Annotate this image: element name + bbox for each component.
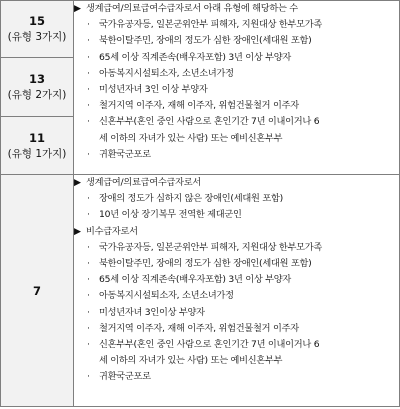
- score-type-count: (유형 2가지): [7, 89, 67, 101]
- criteria-text: 미성년자녀 3인 이상 부양자: [99, 84, 208, 96]
- criteria-item: [74, 240, 399, 256]
- criteria-text: 북한이탈주민, 장애의 정도가 심한 장애인(세대원 포함): [99, 35, 312, 47]
- score-cell-15: [1, 1, 74, 58]
- score-value: 11: [28, 130, 45, 145]
- table-row: [1, 1, 400, 58]
- criteria-list: [74, 175, 399, 386]
- criteria-heading: [74, 1, 399, 17]
- criteria-text: 미성년자녀 3인이상 부양자: [99, 306, 205, 318]
- criteria-item: [74, 66, 399, 82]
- criteria-text: 귀환국군포로: [99, 371, 151, 383]
- dot-bullet-icon: ·: [87, 19, 90, 31]
- criteria-item: [74, 305, 399, 321]
- criteria-text: 북한이탈주민, 장애의 정도가 심한 장애인(세대원 포함): [99, 258, 312, 270]
- criteria-item: [74, 321, 399, 337]
- criteria-text: 비수급자로서: [86, 225, 138, 237]
- criteria-text: 65세 이상 직계존속(배우자포함) 3년 이상 부양자: [99, 51, 292, 63]
- criteria-item: [74, 337, 399, 353]
- criteria-text: 65세 이상 직계존속(배우자포함) 3년 이상 부양자: [99, 274, 292, 286]
- criteria-item: [74, 369, 399, 385]
- criteria-item: [74, 82, 399, 98]
- score-cell-7: [1, 175, 74, 407]
- dot-bullet-icon: ·: [87, 290, 90, 302]
- criteria-text: 신혼부부(혼인 중인 사람으로 혼인기간 7년 이내이거나 6: [99, 116, 320, 128]
- score-value: 15: [28, 14, 45, 28]
- criteria-item: [74, 98, 399, 114]
- dot-bullet-icon: ·: [87, 306, 90, 318]
- criteria-item: [74, 17, 399, 33]
- criteria-item: [74, 33, 399, 49]
- dot-bullet-icon: ·: [87, 148, 90, 160]
- criteria-text: 세 이하의 자녀가 있는 사람) 또는 예비신혼부부: [99, 132, 283, 144]
- arrow-bullet-icon: ▶: [74, 225, 81, 237]
- criteria-item: [74, 272, 399, 288]
- criteria-heading: [74, 224, 399, 240]
- arrow-bullet-icon: ▶: [74, 177, 81, 188]
- dot-bullet-icon: ·: [87, 241, 90, 253]
- criteria-text: 아동복지시설퇴소자, 소년소녀가정: [99, 290, 234, 302]
- dot-bullet-icon: ·: [87, 371, 90, 383]
- score-cell-13: [1, 58, 74, 117]
- score-type-count: (유형 1가지): [7, 147, 67, 160]
- score-type-count: (유형 3가지): [7, 31, 67, 43]
- criteria-item-continuation: [74, 131, 399, 147]
- criteria-text: 철거지역 이주자, 재해 이주자, 위험건물철거 이주자: [99, 322, 299, 334]
- criteria-heading: [74, 175, 399, 191]
- dot-bullet-icon: ·: [87, 339, 90, 351]
- dot-bullet-icon: ·: [87, 209, 90, 221]
- criteria-cell-low: [74, 175, 400, 407]
- criteria-text: 세 이하의 자녀가 있는 사람) 또는 예비신혼부부: [99, 355, 283, 367]
- criteria-item: [74, 50, 399, 66]
- criteria-text: 10년 이상 장기복무 전역한 제대군인: [99, 209, 242, 221]
- dot-bullet-icon: ·: [87, 193, 90, 205]
- score-cell-11: [1, 117, 74, 175]
- criteria-item: [74, 288, 399, 304]
- criteria-text: 국가유공자등, 일본군위안부 피해자, 지원대상 한부모가족: [99, 19, 323, 31]
- criteria-text: 철거지역 이주자, 재해 이주자, 위험건물철거 이주자: [99, 100, 299, 112]
- dot-bullet-icon: ·: [87, 322, 90, 334]
- dot-bullet-icon: ·: [87, 274, 90, 286]
- dot-bullet-icon: ·: [87, 116, 90, 128]
- dot-bullet-icon: ·: [87, 258, 90, 270]
- criteria-text: 장애의 정도가 심하지 않은 장애인(세대원 포함): [99, 193, 283, 205]
- criteria-text: 귀환국군포로: [99, 148, 151, 160]
- score-value: 7: [32, 283, 41, 298]
- table-row: [1, 175, 400, 407]
- criteria-text: 신혼부부(혼인 중인 사람으로 혼인기간 7년 이내이거나 6: [99, 339, 320, 351]
- criteria-item: [74, 191, 399, 207]
- criteria-text: 아동복지시설퇴소자, 소년소녀가정: [99, 67, 234, 79]
- score-value: 13: [28, 72, 45, 86]
- criteria-text: 국가유공자등, 일본군위안부 피해자, 지원대상 한부모가족: [99, 241, 323, 253]
- criteria-cell-high: [74, 1, 400, 175]
- criteria-item: [74, 207, 399, 223]
- criteria-text: 생계급여/의료급여수급자로서: [86, 177, 201, 188]
- dot-bullet-icon: ·: [87, 84, 90, 96]
- criteria-text: 생계급여/의료급여수급자로서 아래 유형에 해당하는 수: [86, 3, 298, 14]
- criteria-item-continuation: [74, 353, 399, 369]
- criteria-list: [74, 1, 399, 163]
- dot-bullet-icon: ·: [87, 35, 90, 47]
- criteria-item: [74, 147, 399, 163]
- arrow-bullet-icon: ▶: [74, 3, 81, 14]
- dot-bullet-icon: ·: [87, 51, 90, 63]
- dot-bullet-icon: ·: [87, 100, 90, 112]
- dot-bullet-icon: ·: [87, 67, 90, 79]
- criteria-item: [74, 114, 399, 130]
- criteria-item: [74, 256, 399, 272]
